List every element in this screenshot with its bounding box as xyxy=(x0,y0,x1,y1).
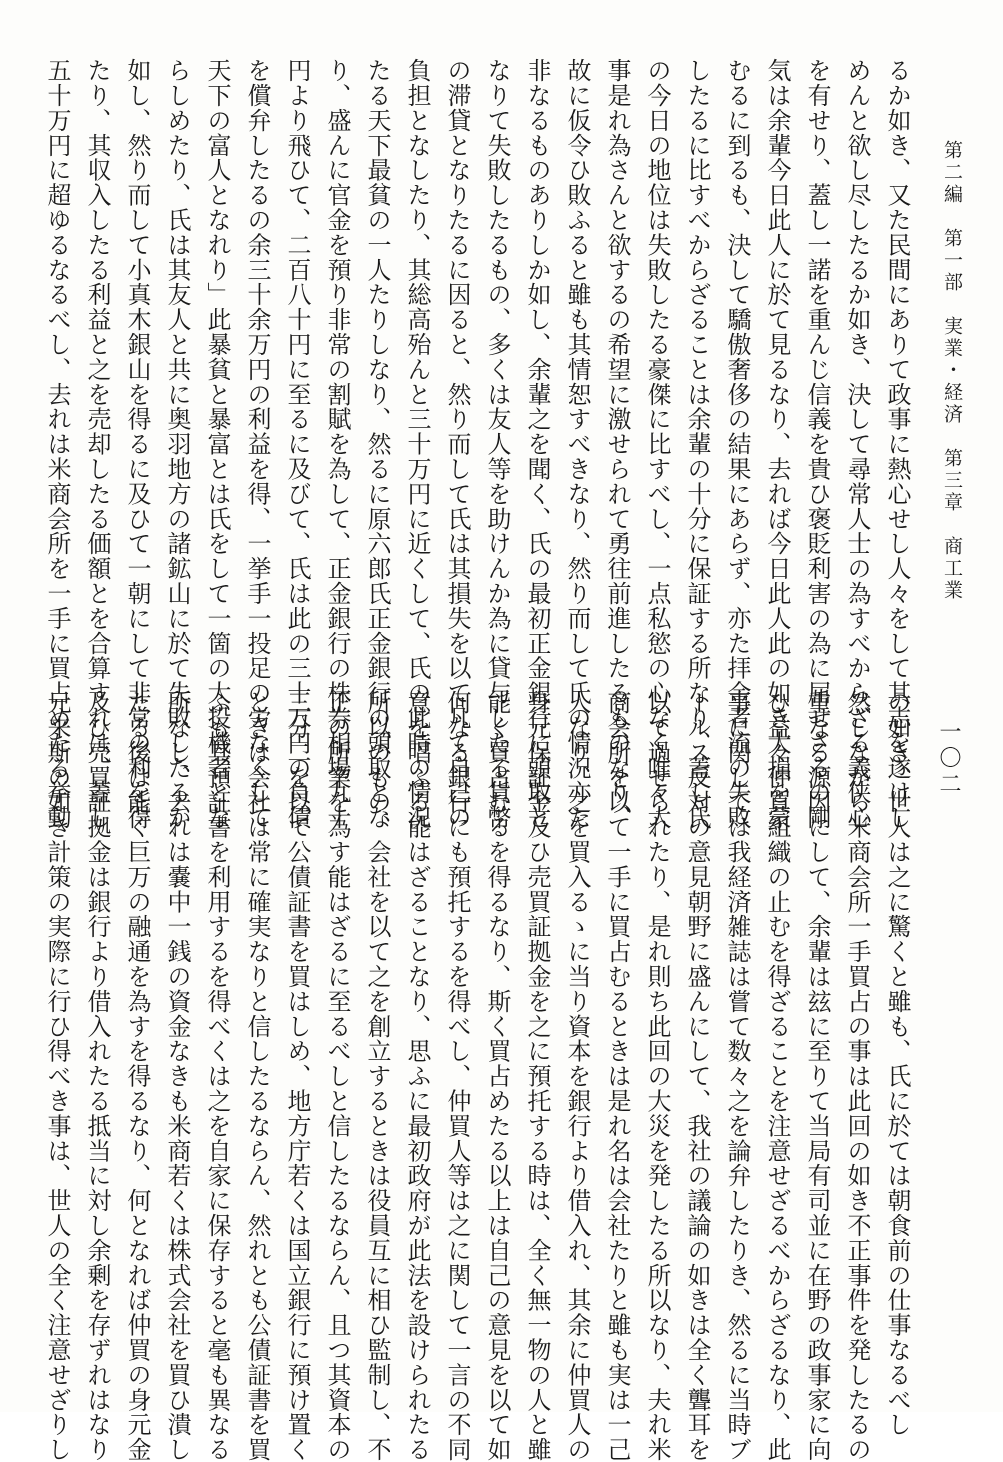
text-column: 人なり、之を買入るゝに当り資本を銀行より借入れ、其余に仲買人の xyxy=(563,690,591,1462)
text-column: 所なし、去れは嚢中一銭の資金なきも米商若くは株式会社を買ひ潰し xyxy=(163,690,191,1462)
text-column: 負担となしたり、其総高殆んと三十万円に近くして、氏の此時の情況 xyxy=(403,58,431,830)
text-column: 事是れ為さんと欲するの希望に激せられて勇往前進したるものなり、 xyxy=(603,58,631,830)
text-column: 天下の富人となれり」此暴貧と暴富とは氏をして一箇の大投機者とな xyxy=(203,58,231,830)
text-column: 事に関しては我経済雑誌は嘗て数々之を論弁したりき、然るに当時ブ xyxy=(723,690,751,1462)
text-column: 円より飛ひて、二百八十円に至るに及びて、氏は此の三十万円の負債 xyxy=(283,58,311,830)
text-column: 故に仮令ひ敗ふると雖も其情恕すべきなり、然り而して氏の情況亦た xyxy=(563,58,591,830)
text-column: 商会所を以て一手に買占むるときは是れ名は会社たりと雖も実は一己 xyxy=(603,690,631,1462)
text-column: 所以のもの、会社を以て之を創立するときは役員互に相ひ監制し、不 xyxy=(363,690,391,1462)
text-column: 如し、然り而して小真木銀山を得るに及ひて一朝にして非常の利を得 xyxy=(123,58,151,830)
text-column: 以て過せられたり、是れ則ち此回の大災を発したる所以なり、夫れ米 xyxy=(643,690,671,1462)
text-column: 意を唱ふる能はざることなり、思ふに最初政府が此法を設けられたる xyxy=(403,690,431,1462)
text-column: 重なる源因にして、余輩は玆に至りて当局有司並に在野の政事家に向 xyxy=(803,690,831,1462)
text-column: を有せり、蓋し一諾を重んじ信義を貴ひ褒貶利害の為に屈せさるの剛 xyxy=(803,58,831,830)
text-column: るか如き、又た民間にありて政事に熱心せし人々をして其志を遂けし xyxy=(883,58,911,830)
text-column: 正の所業を為す能はざるに至るべしと信したるならん、且つ其資本の xyxy=(323,690,351,1462)
text-column: り、盛んに官金を預り非常の割賦を為して、正金銀行の株券相場九十 xyxy=(323,58,351,830)
text-column: ときは会社は常に確実なりと信したるならん、然れとも公債証書を買 xyxy=(243,690,271,1462)
text-column: 気は余輩今日此人に於て見るなり、去れば今日此人此の如き大損を蒙 xyxy=(763,58,791,830)
text-column: むるに到るも、決して驕傲奢侈の結果にあらず、亦た拝金者流の失敗 xyxy=(723,58,751,830)
text-column: 非なるものありしか如し、余輩之を聞く、氏の最初正金銀行に頭取と xyxy=(523,58,551,830)
text-column: らしめたり、氏は其友人と共に奥羽地方の諸鉱山に於て失敗したるか xyxy=(163,58,191,830)
text-column: を償弁したるの余三十余万円の利益を得、一挙手一投足の労なくして xyxy=(243,58,271,830)
text-column: ふも其預証書を利用するを得べくは之を自家に保存すると毫も異なる xyxy=(203,690,231,1462)
text-column: の今日の地位は失敗したる豪傑に比すべし、一点私慾の心なく唯々大 xyxy=(643,58,671,830)
upper-text-block xyxy=(43,58,917,830)
text-column: なりて失敗したるもの、多くは友人等を助けんか為に貸与したる貨幣 xyxy=(483,58,511,830)
text-column: 五十万円に超ゆるなるべし、去れは米商会所を一手に買占めたる挙動 xyxy=(43,58,71,830)
text-column: 能く買占むるを得るなり、斯く買占めたる以上は自己の意見を以て如 xyxy=(483,690,511,1462)
text-column: めんと欲し尽したるか如き、決して尋常人士の為すべからざる義侠心 xyxy=(843,58,871,830)
text-column: 元来斯の如き計策の実際に行ひ得べき事は、世人の全く注意せざりし xyxy=(43,690,71,1462)
text-column: ひ益々仲買組織の止むを得ざることを注意せざるべからざるなり、此 xyxy=(763,690,791,1462)
text-column: ールス反対の意見朝野に盛んにして、我社の議論の如きは全く聾耳を xyxy=(683,690,711,1462)
text-column: たり、其収入したる利益と之を売却したる価額とを合算すれは、蓋し xyxy=(83,58,111,830)
text-column: たる天下最貧の一人たりしなり、然るに原六郎氏正金銀行の頭取とな xyxy=(363,58,391,830)
text-column: 何なる銀行にも預托するを得べし、仲買人等は之に関して一言の不同 xyxy=(443,690,471,1462)
page-number: 一〇二 xyxy=(936,720,961,798)
text-column: 身元保証金及ひ売買証拠金を之に預托する時は、全く無一物の人と雖 xyxy=(523,690,551,1462)
running-header: 第二編 第一部 実業・経済 第三章 商工業 xyxy=(941,140,963,602)
text-column: の如き、世人は之に驚くと雖も、氏に於ては朝食前の仕事なるべし xyxy=(883,690,911,1437)
text-column: したるに比すべからざることは余輩の十分に保証する所なり、蓋し氏 xyxy=(683,58,711,830)
text-column: の滞貸となりたるに因ると、然り而して氏は其損失を以て凡て自己の xyxy=(443,58,471,830)
text-column: 及ひ売買証拠金は銀行より借入れたる抵当に対し余剰を存ずれはなり xyxy=(83,690,111,1462)
lower-text-block xyxy=(43,690,917,1462)
text-column: 然しながら米商会所一手買占の事は此回の如き不正事件を発したるの xyxy=(843,690,871,1462)
text-column: 三分二を以て公債証書を買はしめ、地方庁若くは国立銀行に預け置く xyxy=(283,690,311,1462)
text-column: たる後は能く巨万の融通を為すを得るなり、何となれば仲買の身元金 xyxy=(123,690,151,1462)
